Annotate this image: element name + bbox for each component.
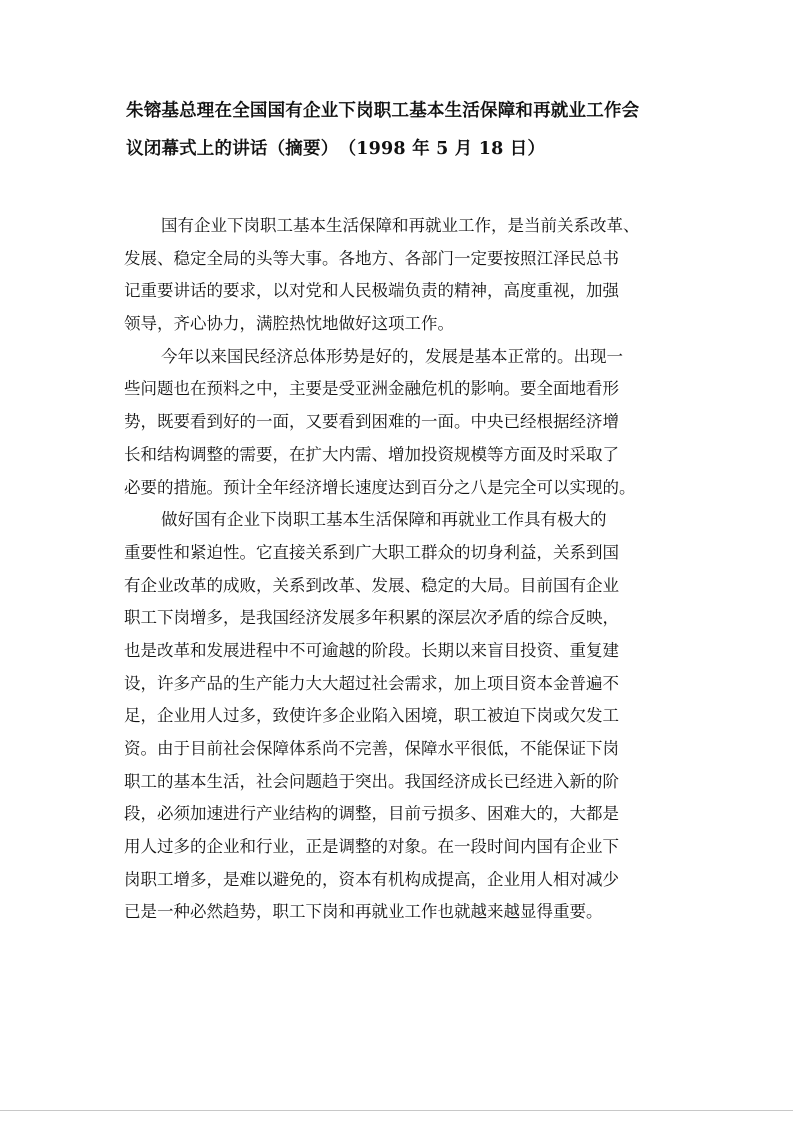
- paragraph-line: 足，企业用人过多，致使许多企业陷入困境，职工被迫下岗或欠发工: [124, 706, 619, 726]
- page-bottom-rule: [0, 1110, 793, 1111]
- paragraph-line: 已是一种必然趋势，职工下岗和再就业工作也就越来越显得重要。: [124, 902, 603, 922]
- paragraph-line: 用人过多的企业和行业，正是调整的对象。在一段时间内国有企业下: [124, 837, 619, 857]
- paragraph-line: 长和结构调整的需要，在扩大内需、增加投资规模等方面及时采取了: [124, 444, 619, 464]
- title-line: 朱镕基总理在全国国有企业下岗职工基本生活保障和再就业工作会: [126, 101, 640, 121]
- paragraph-line: 领导，齐心协力，满腔热忱地做好这项工作。: [124, 314, 454, 334]
- paragraph-line: 记重要讲话的要求，以对党和人民极端负责的精神，高度重视，加强: [124, 281, 619, 301]
- paragraph-line: 段，必须加速进行产业结构的调整，目前亏损多、困难大的，大都是: [124, 804, 619, 824]
- paragraph: [124, 504, 684, 929]
- title-line: 议闭幕式上的讲话（摘要） （1998 年 5 月 18 日）: [126, 139, 546, 159]
- document-body: [124, 210, 684, 929]
- paragraph-line: 职工下岗增多，是我国经济发展多年积累的深层次矛盾的综合反映，: [124, 608, 619, 628]
- paragraph-line: 必要的措施。预计全年经济增长速度达到百分之八是完全可以实现的。: [124, 477, 636, 497]
- paragraph-line: 些问题也在预料之中，主要是受亚洲金融危机的影响。要全面地看形: [124, 379, 619, 399]
- paragraph-line: 有企业改革的成败，关系到改革、发展、稳定的大局。目前国有企业: [124, 575, 619, 595]
- paragraph-line: 设，许多产品的生产能力大大超过社会需求，加上项目资本金普遍不: [124, 673, 619, 693]
- paragraph: [124, 210, 684, 341]
- paragraph-line: 重要性和紧迫性。它直接关系到广大职工群众的切身利益，关系到国: [124, 542, 619, 562]
- paragraph-line: 资。由于目前社会保障体系尚不完善，保障水平很低，不能保证下岗: [124, 739, 619, 758]
- paragraph: [124, 341, 684, 504]
- paragraph-line: 发展、稳定全局的头等大事。各地方、各部门一定要按照江泽民总书: [124, 248, 619, 268]
- paragraph-line: 职工的基本生活，社会问题趋于突出。我国经济成长已经进入新的阶: [124, 771, 619, 791]
- paragraph-line: 也是改革和发展进程中不可逾越的阶段。长期以来盲目投资、重复建: [124, 640, 619, 660]
- paragraph-line: 做好国有企业下岗职工基本生活保障和再就业工作具有极大的: [161, 510, 607, 530]
- paragraph-line: 国有企业下岗职工基本生活保障和再就业工作，是当前关系改革、: [161, 216, 640, 235]
- document-title: [126, 92, 686, 168]
- paragraph-line: 岗职工增多，是难以避免的，资本有机构成提高，企业用人相对减少: [124, 869, 619, 889]
- paragraph-line: 今年以来国民经济总体形势是好的，发展是基本正常的。出现一: [161, 346, 623, 366]
- paragraph-line: 势，既要看到好的一面，又要看到困难的一面。中央已经根据经济增: [124, 412, 619, 432]
